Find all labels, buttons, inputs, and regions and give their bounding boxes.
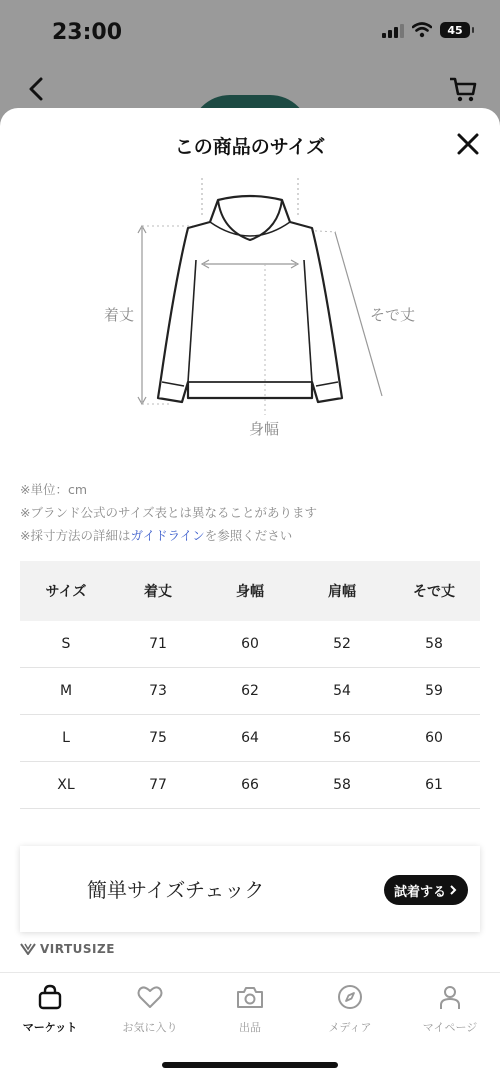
method-note-suffix: を参照ください [204,528,293,543]
table-cell: 59 [388,668,480,715]
table-row [20,621,480,668]
width-label: 身幅 [249,420,280,438]
table-cell: 64 [204,715,296,762]
table-cell: S [20,621,112,668]
guideline-link[interactable]: ガイドライン [130,528,205,543]
status-bar [0,0,500,62]
size-notes [20,478,317,547]
table-cell: 60 [388,715,480,762]
method-note [20,524,317,547]
table-header-row [20,561,480,621]
virtusize-logo-icon [20,943,36,955]
table-header: サイズ [20,561,112,621]
table-header: 身幅 [204,561,296,621]
table-row [20,762,480,809]
close-icon[interactable] [454,130,482,158]
signal-icon [382,22,404,38]
table-cell: 66 [204,762,296,809]
compass-icon [336,983,364,1011]
size-sheet [0,108,500,1080]
try-on-button[interactable] [384,875,468,905]
brand-difference-note: ※ブランド公式のサイズ表とは異なることがあります [20,505,317,520]
table-cell: 52 [296,621,388,668]
table-cell: 77 [112,762,204,809]
person-icon [436,983,464,1011]
table-cell: 61 [388,762,480,809]
heart-icon [136,983,164,1011]
tab-mypage[interactable] [400,981,500,1035]
table-cell: 73 [112,668,204,715]
tab-label: 出品 [239,1021,261,1034]
bag-icon [36,983,64,1011]
home-indicator [162,1062,338,1068]
table-cell: 58 [296,762,388,809]
tab-sell[interactable] [200,981,300,1035]
back-icon[interactable] [26,76,46,102]
chevron-right-icon [448,884,458,896]
tab-media[interactable] [300,981,400,1035]
tab-label: メディア [328,1021,372,1034]
sleeve-label: そで丈 [370,306,416,324]
tab-market[interactable] [0,981,100,1035]
table-cell: 75 [112,715,204,762]
virtusize-card[interactable] [20,846,480,932]
table-cell: L [20,715,112,762]
table-cell: 71 [112,621,204,668]
wifi-icon [412,22,432,38]
table-header: 肩幅 [296,561,388,621]
tab-label: マイページ [422,1021,478,1034]
status-icons [382,22,470,38]
table-cell: 56 [296,715,388,762]
table-header: 着丈 [112,561,204,621]
cart-icon[interactable] [448,74,478,104]
size-table [20,561,480,809]
table-cell: M [20,668,112,715]
hoodie-illustration [0,170,500,450]
try-on-label: 試着する [393,884,446,900]
tab-label: お気に入り [122,1021,178,1034]
unit-note: ※単位：cm [20,482,88,497]
virtusize-brand-name: VIRTUSIZE [40,942,115,956]
status-time: 23:00 [52,20,123,45]
sheet-title: この商品のサイズ [174,136,326,158]
battery-icon: 45 [440,22,470,38]
table-row [20,715,480,762]
table-cell: 54 [296,668,388,715]
tab-label: マーケット [22,1021,78,1034]
size-diagram [0,170,500,450]
table-header: そで丈 [388,561,480,621]
virtusize-brand [20,942,115,956]
length-label: 着丈 [104,306,135,324]
tab-favorites[interactable] [100,981,200,1035]
table-cell: XL [20,762,112,809]
method-note-prefix: ※採寸方法の詳細は [20,528,131,543]
camera-icon [235,983,265,1011]
table-cell: 62 [204,668,296,715]
table-cell: 58 [388,621,480,668]
virtusize-title: 簡単サイズチェック [87,878,265,902]
table-cell: 60 [204,621,296,668]
table-row [20,668,480,715]
